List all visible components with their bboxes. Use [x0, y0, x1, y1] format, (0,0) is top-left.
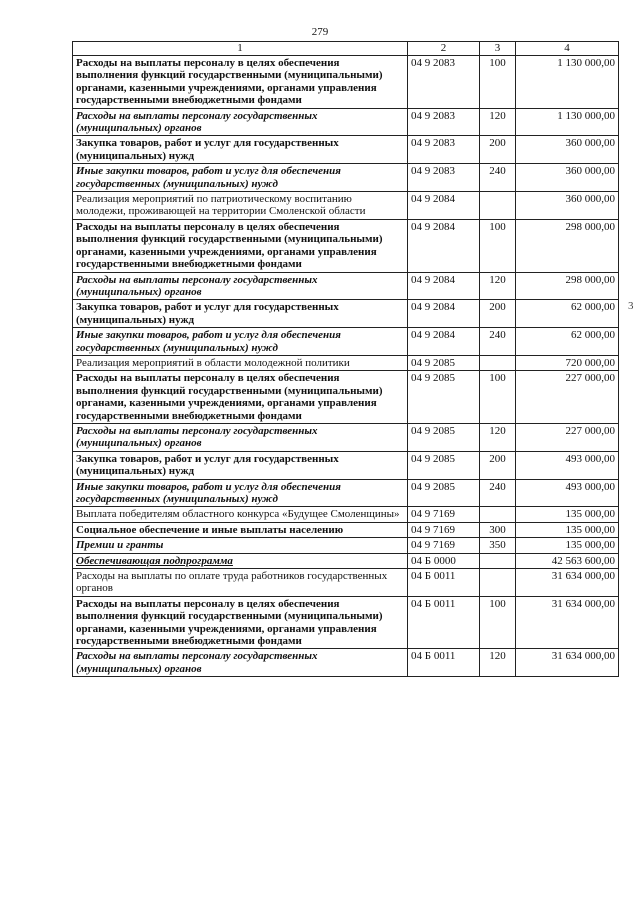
row-target-code: 04 9 2083 — [408, 56, 480, 109]
row-amount: 720 000,00 — [516, 355, 619, 370]
budget-table — [72, 41, 619, 677]
row-expense-type: 350 — [480, 538, 516, 553]
row-amount: 493 000,00 — [516, 451, 619, 479]
row-amount: 135 000,00 — [516, 507, 619, 522]
table-row — [73, 164, 619, 192]
row-expense-type — [480, 192, 516, 220]
row-target-code: 04 9 2085 — [408, 423, 480, 451]
row-description: Расходы на выплаты по оплате труда работников государственных органов — [73, 569, 408, 597]
row-description: Социальное обеспечение и иные выплаты населению — [73, 522, 408, 537]
row-amount: 298 000,00 — [516, 219, 619, 272]
table-row — [73, 479, 619, 507]
row-description: Иные закупки товаров, работ и услуг для обеспечения государственных (муниципальных) нужд — [73, 164, 408, 192]
table-row — [73, 219, 619, 272]
row-target-code: 04 9 2084 — [408, 219, 480, 272]
row-expense-type: 100 — [480, 596, 516, 649]
row-description: Расходы на выплаты персоналу в целях обеспечения выполнения функций государственными (муниципальными) органами, казенными учреждениями, органами управления государственными внебюджетными фондами — [73, 219, 408, 272]
row-description: Расходы на выплаты персоналу в целях обеспечения выполнения функций государственными (муниципальными) органами, казенными учреждениями, органами управления государственными внебюджетными фондами — [73, 596, 408, 649]
row-target-code: 04 9 7169 — [408, 522, 480, 537]
row-amount: 360 000,00 — [516, 164, 619, 192]
table-row — [73, 328, 619, 356]
row-amount: 42 563 600,00 — [516, 553, 619, 568]
row-description: Реализация мероприятий по патриотическому воспитанию молодежи, проживающей на территории Смоленской области — [73, 192, 408, 220]
row-target-code: 04 Б 0000 — [408, 553, 480, 568]
row-amount: 135 000,00 — [516, 522, 619, 537]
margin-mark: 3 — [628, 300, 634, 312]
table-row — [73, 56, 619, 109]
row-expense-type: 200 — [480, 136, 516, 164]
row-expense-type: 100 — [480, 219, 516, 272]
row-target-code: 04 9 2084 — [408, 192, 480, 220]
row-amount: 1 130 000,00 — [516, 108, 619, 136]
table-row — [73, 596, 619, 649]
row-expense-type — [480, 355, 516, 370]
row-amount: 360 000,00 — [516, 192, 619, 220]
row-description: Закупка товаров, работ и услуг для государственных (муниципальных) нужд — [73, 136, 408, 164]
table-row — [73, 423, 619, 451]
row-target-code: 04 Б 0011 — [408, 596, 480, 649]
row-amount: 227 000,00 — [516, 423, 619, 451]
row-expense-type: 200 — [480, 300, 516, 328]
row-target-code: 04 9 2085 — [408, 355, 480, 370]
page-number: 279 — [311, 26, 329, 38]
table-row — [73, 522, 619, 537]
header-col-3: 3 — [480, 42, 516, 56]
row-amount: 31 634 000,00 — [516, 649, 619, 677]
row-target-code: 04 9 7169 — [408, 507, 480, 522]
row-target-code: 04 9 7169 — [408, 538, 480, 553]
row-description: Премии и гранты — [73, 538, 408, 553]
row-description: Расходы на выплаты персоналу в целях обеспечения выполнения функций государственными (муниципальными) органами, казенными учреждениями, органами управления государственными внебюджетными фондами — [73, 371, 408, 424]
row-amount: 493 000,00 — [516, 479, 619, 507]
row-target-code: 04 9 2084 — [408, 272, 480, 300]
table-row — [73, 569, 619, 597]
table-row — [73, 649, 619, 677]
row-target-code: 04 9 2083 — [408, 108, 480, 136]
row-expense-type: 240 — [480, 328, 516, 356]
row-description: Иные закупки товаров, работ и услуг для обеспечения государственных (муниципальных) нужд — [73, 479, 408, 507]
row-description: Закупка товаров, работ и услуг для государственных (муниципальных) нужд — [73, 300, 408, 328]
row-description: Иные закупки товаров, работ и услуг для обеспечения государственных (муниципальных) нужд — [73, 328, 408, 356]
row-description: Расходы на выплаты персоналу государственных (муниципальных) органов — [73, 272, 408, 300]
row-target-code: 04 9 2085 — [408, 479, 480, 507]
row-target-code: 04 Б 0011 — [408, 569, 480, 597]
row-expense-type: 100 — [480, 371, 516, 424]
row-description: Расходы на выплаты персоналу государственных (муниципальных) органов — [73, 423, 408, 451]
table-row — [73, 553, 619, 568]
row-target-code: 04 Б 0011 — [408, 649, 480, 677]
row-expense-type: 120 — [480, 649, 516, 677]
table-row — [73, 507, 619, 522]
row-description: Закупка товаров, работ и услуг для государственных (муниципальных) нужд — [73, 451, 408, 479]
row-amount: 227 000,00 — [516, 371, 619, 424]
table-row — [73, 371, 619, 424]
table-row — [73, 192, 619, 220]
row-amount: 31 634 000,00 — [516, 596, 619, 649]
row-description: Расходы на выплаты персоналу государственных (муниципальных) органов — [73, 649, 408, 677]
table-row — [73, 538, 619, 553]
row-expense-type: 120 — [480, 272, 516, 300]
row-expense-type: 100 — [480, 56, 516, 109]
row-expense-type: 240 — [480, 479, 516, 507]
row-expense-type — [480, 507, 516, 522]
row-expense-type — [480, 553, 516, 568]
row-expense-type: 240 — [480, 164, 516, 192]
row-description: Реализация мероприятий в области молодежной политики — [73, 355, 408, 370]
row-amount: 31 634 000,00 — [516, 569, 619, 597]
table-row — [73, 300, 619, 328]
row-expense-type: 200 — [480, 451, 516, 479]
table-row — [73, 136, 619, 164]
row-expense-type — [480, 569, 516, 597]
row-expense-type: 120 — [480, 108, 516, 136]
row-description: Расходы на выплаты персоналу в целях обеспечения выполнения функций государственными (муниципальными) органами, казенными учреждениями, органами управления государственными внебюджетными фондами — [73, 56, 408, 109]
header-col-1: 1 — [73, 42, 408, 56]
header-col-4: 4 — [516, 42, 619, 56]
header-col-2: 2 — [408, 42, 480, 56]
row-amount: 298 000,00 — [516, 272, 619, 300]
row-expense-type: 300 — [480, 522, 516, 537]
row-description: Обеспечивающая подпрограмма — [73, 553, 408, 568]
table-row — [73, 108, 619, 136]
row-target-code: 04 9 2084 — [408, 300, 480, 328]
row-target-code: 04 9 2085 — [408, 451, 480, 479]
table-row — [73, 355, 619, 370]
row-amount: 1 130 000,00 — [516, 56, 619, 109]
row-description: Выплата победителям областного конкурса «Будущее Смоленщины» — [73, 507, 408, 522]
row-target-code: 04 9 2083 — [408, 164, 480, 192]
row-amount: 62 000,00 — [516, 328, 619, 356]
table-header-row — [73, 42, 619, 56]
row-description: Расходы на выплаты персоналу государственных (муниципальных) органов — [73, 108, 408, 136]
row-expense-type: 120 — [480, 423, 516, 451]
table-row — [73, 272, 619, 300]
table-row — [73, 451, 619, 479]
row-amount: 135 000,00 — [516, 538, 619, 553]
row-target-code: 04 9 2083 — [408, 136, 480, 164]
row-amount: 360 000,00 — [516, 136, 619, 164]
row-target-code: 04 9 2084 — [408, 328, 480, 356]
row-amount: 62 000,00 — [516, 300, 619, 328]
row-target-code: 04 9 2085 — [408, 371, 480, 424]
